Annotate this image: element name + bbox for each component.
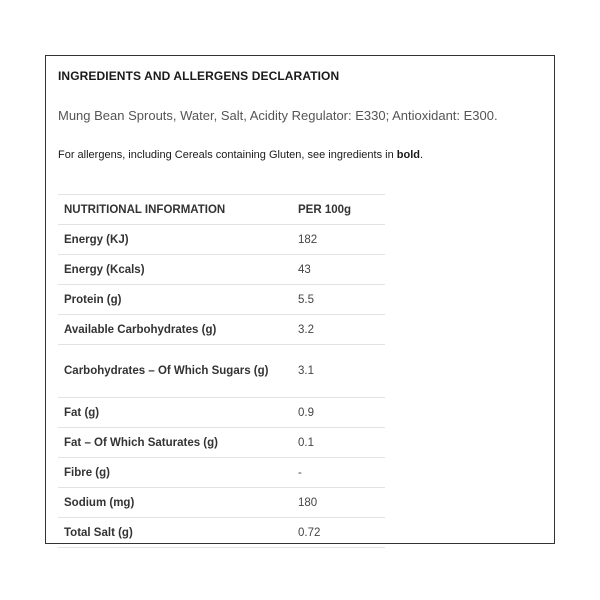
table-row: [58, 225, 385, 255]
nutrient-value: 3.1: [292, 345, 385, 398]
nutrient-label: Energy (KJ): [58, 225, 292, 255]
nutrient-label: Total Salt (g): [58, 518, 292, 548]
nutrition-header-label: NUTRITIONAL INFORMATION: [58, 195, 292, 225]
allergens-note: [58, 149, 423, 161]
nutrient-label: Fat – Of Which Saturates (g): [58, 428, 292, 458]
table-row: [58, 398, 385, 428]
table-row: [58, 285, 385, 315]
nutrient-label: Carbohydrates – Of Which Sugars (g): [58, 345, 292, 398]
table-row: [58, 315, 385, 345]
nutrient-value: 182: [292, 225, 385, 255]
nutrition-table: [58, 194, 385, 548]
ingredients-text: Mung Bean Sprouts, Water, Salt, Acidity Regulator: E330; Antioxidant: E300.: [58, 108, 498, 123]
nutrient-value: 43: [292, 255, 385, 285]
table-row: [58, 255, 385, 285]
declaration-heading: INGREDIENTS AND ALLERGENS DECLARATION: [58, 69, 340, 83]
nutrient-label: Protein (g): [58, 285, 292, 315]
table-row: [58, 458, 385, 488]
allergens-note-bold: bold: [396, 149, 420, 161]
table-row: [58, 488, 385, 518]
nutrient-value: 0.9: [292, 398, 385, 428]
nutrient-label: Energy (Kcals): [58, 255, 292, 285]
table-row: [58, 518, 385, 548]
nutrient-label: Fibre (g): [58, 458, 292, 488]
nutrient-value: 0.72: [292, 518, 385, 548]
allergens-note-suffix: .: [419, 149, 424, 161]
nutrient-value: 180: [292, 488, 385, 518]
table-row: [58, 428, 385, 458]
declaration-panel: [45, 55, 555, 544]
nutrient-value: 3.2: [292, 315, 385, 345]
nutrient-label: Sodium (mg): [58, 488, 292, 518]
nutrition-header-row: [58, 195, 385, 225]
nutrient-value: 5.5: [292, 285, 385, 315]
table-row: [58, 345, 385, 398]
nutrient-label: Fat (g): [58, 398, 292, 428]
nutrient-value: 0.1: [292, 428, 385, 458]
allergens-note-prefix: For allergens, including Cereals containing Gluten, see ingredients in: [58, 149, 397, 161]
nutrient-label: Available Carbohydrates (g): [58, 315, 292, 345]
nutrient-value: -: [292, 458, 385, 488]
nutrition-header-value: PER 100g: [292, 195, 385, 225]
